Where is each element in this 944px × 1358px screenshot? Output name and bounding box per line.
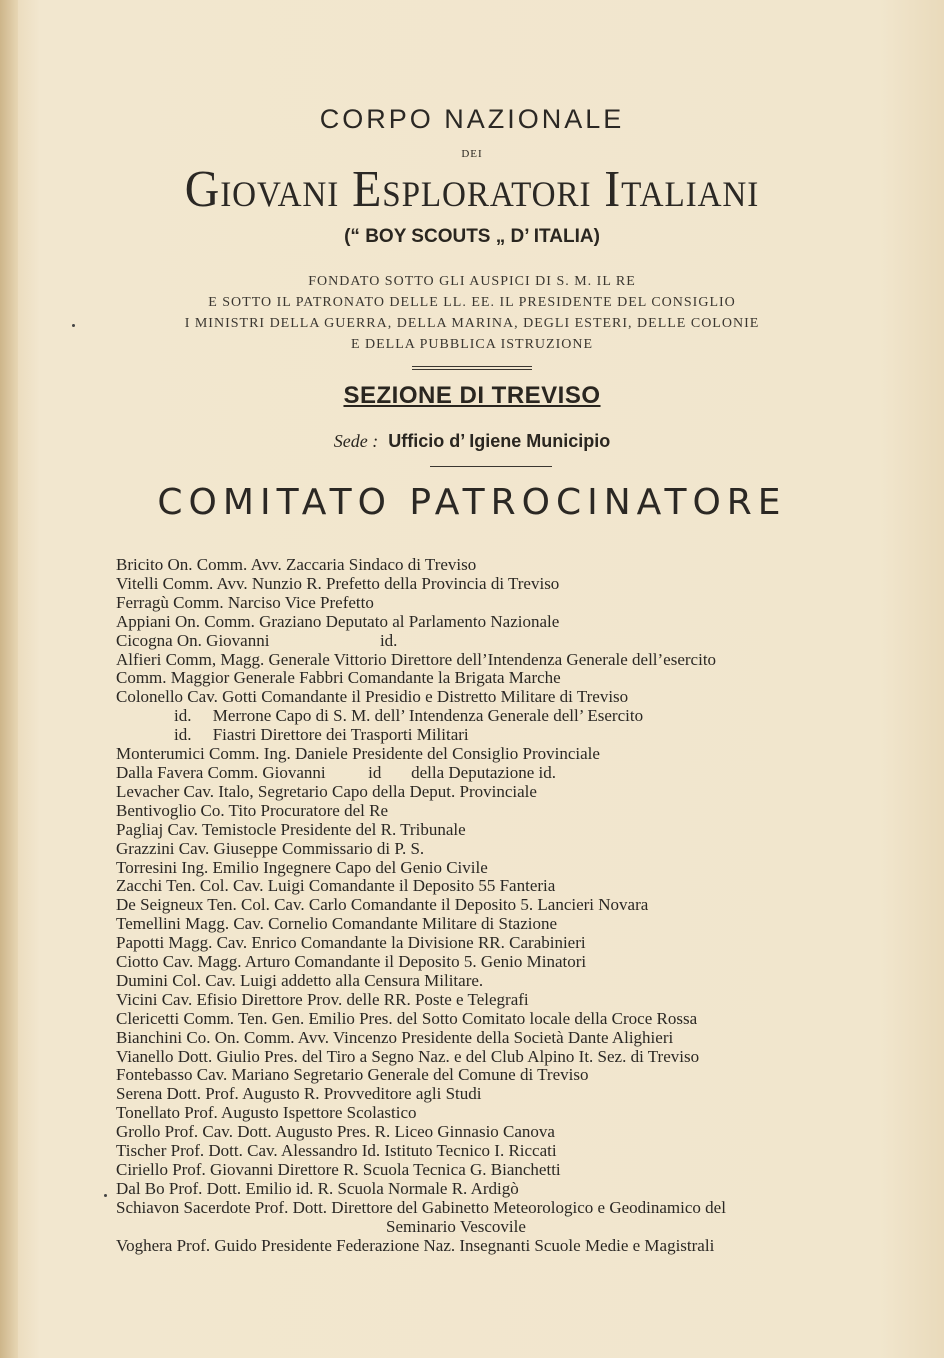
foundation-line-3: I MINISTRI DELLA GUERRA, DELLA MARINA, DEGLI ESTERI, DELLE COLONIE (184, 316, 760, 331)
list-item: Grazzini Cav. Giuseppe Commissario di P. S. (116, 838, 425, 858)
list-item: Serena Dott. Prof. Augusto R. Provveditore agli Studi (116, 1084, 482, 1104)
list-item: Colonello Cav. Gotti Comandante il Presidio e Distretto Militare di Treviso (116, 687, 629, 707)
list-item: Dal Bo Prof. Dott. Emilio id. R. Scuola Normale R. Ardigò (116, 1178, 519, 1198)
list-item: Grollo Prof. Cav. Dott. Augusto Pres. R. Liceo Ginnasio Canova (116, 1122, 555, 1142)
divider-rule (412, 369, 532, 370)
list-item: Fontebasso Cav. Mariano Segretario Generale del Comune di Treviso (116, 1065, 589, 1085)
print-speck (104, 1194, 107, 1197)
list-item: Dumini Col. Cav. Luigi addetto alla Censura Militare. (116, 970, 484, 990)
list-item: Tischer Prof. Dott. Cav. Alessandro Id. Istituto Tecnico I. Riccati (116, 1141, 557, 1161)
list-item: Seminario Vescovile (386, 1216, 526, 1236)
list-item: Appiani On. Comm. Graziano Deputato al Parlamento Nazionale (116, 611, 560, 631)
list-item: Comm. Maggior Generale Fabbri Comandante la Brigata Marche (116, 668, 561, 688)
sede-label: Sede : (333, 431, 379, 451)
list-item: Vianello Dott. Giulio Pres. del Tiro a Segno Naz. e del Club Alpino It. Sez. di Treviso (116, 1046, 700, 1066)
list-item: Clericetti Comm. Ten. Gen. Emilio Pres. del Sotto Comitato locale della Croce Rossa (116, 1008, 698, 1028)
section-title: SEZIONE DI TREVISO (343, 382, 601, 409)
list-item: Alfieri Comm, Magg. Generale Vittorio Direttore dell’Intendenza Generale dell’esercito (116, 649, 717, 669)
list-item: Levacher Cav. Italo, Segretario Capo della Deput. Provinciale (116, 781, 537, 801)
list-item: Vicini Cav. Efisio Direttore Prov. delle RR. Poste e Telegrafi (116, 989, 529, 1009)
list-item: Cicogna On. Giovanni id. (116, 630, 398, 650)
divider-rule (430, 466, 552, 467)
list-item: Papotti Magg. Cav. Enrico Comandante la Divisione RR. Carabinieri (116, 933, 586, 953)
header-line2: DEI (461, 148, 483, 160)
members-list (116, 556, 916, 1256)
list-item: id. Merrone Capo di S. M. dell’ Intendenza Generale dell’ Esercito (174, 706, 644, 726)
list-item: Ferragù Comm. Narciso Vice Prefetto (116, 592, 374, 612)
sede-value: Ufficio d’ Igiene Municipio (388, 431, 611, 451)
list-item: Ciotto Cav. Magg. Arturo Comandante il Deposito 5. Genio Minatori (116, 952, 587, 972)
list-item: Schiavon Sacerdote Prof. Dott. Direttore del Gabinetto Meteorologico e Geodinamico del (116, 1197, 726, 1217)
list-item: Ciriello Prof. Giovanni Direttore R. Scuola Tecnica G. Bianchetti (116, 1160, 561, 1179)
list-item: Pagliaj Cav. Temistocle Presidente del R. Tribunale (116, 819, 466, 839)
list-item: De Seigneux Ten. Col. Cav. Carlo Comandante il Deposito 5. Lancieri Novara (116, 895, 649, 915)
list-item: Bricito On. Comm. Avv. Zaccaria Sindaco di Treviso (116, 555, 477, 574)
list-item: Bianchini Co. On. Comm. Avv. Vincenzo Presidente della Società Dante Alighieri (116, 1027, 674, 1047)
sede-line (0, 431, 944, 452)
main-title: Giovani Esploratori Italiani (184, 161, 760, 218)
foundation-line-2: E SOTTO IL PATRONATO DELLE LL. EE. IL PRESIDENTE DEL CONSIGLIO (208, 295, 736, 310)
subtitle: (“ BOY SCOUTS „ D’ ITALIA) (344, 226, 600, 247)
list-item: Dalla Favera Comm. Giovanni id della Deputazione id. (116, 762, 557, 782)
committee-title: COMITATO PATROCINATORE (157, 482, 787, 523)
foundation-line-4: E DELLA PUBBLICA ISTRUZIONE (350, 337, 594, 352)
foundation-line-1: FONDATO SOTTO GLI AUSPICI DI S. M. IL RE (308, 274, 636, 289)
list-item: Zacchi Ten. Col. Cav. Luigi Comandante il Deposito 55 Fanteria (116, 876, 556, 896)
list-item: Tonellato Prof. Augusto Ispettore Scolastico (116, 1103, 417, 1123)
print-speck (72, 324, 75, 327)
list-item: Temellini Magg. Cav. Cornelio Comandante Militare di Stazione (116, 914, 558, 934)
page-binding-edge (0, 0, 18, 1358)
list-item: Torresini Ing. Emilio Ingegnere Capo del Genio Civile (116, 857, 488, 877)
list-item: Bentivoglio Co. Tito Procuratore del Re (116, 800, 388, 820)
list-item: Voghera Prof. Guido Presidente Federazione Naz. Insegnanti Scuole Medie e Magistrali (116, 1235, 715, 1255)
list-item: id. Fiastri Direttore dei Trasporti Militari (174, 725, 469, 745)
list-item: Vitelli Comm. Avv. Nunzio R. Prefetto della Provincia di Treviso (116, 573, 560, 593)
header-line1: CORPO NAZIONALE (319, 104, 625, 134)
divider-rule (412, 366, 532, 367)
list-item: Monterumici Comm. Ing. Daniele Presidente del Consiglio Provinciale (116, 744, 600, 764)
